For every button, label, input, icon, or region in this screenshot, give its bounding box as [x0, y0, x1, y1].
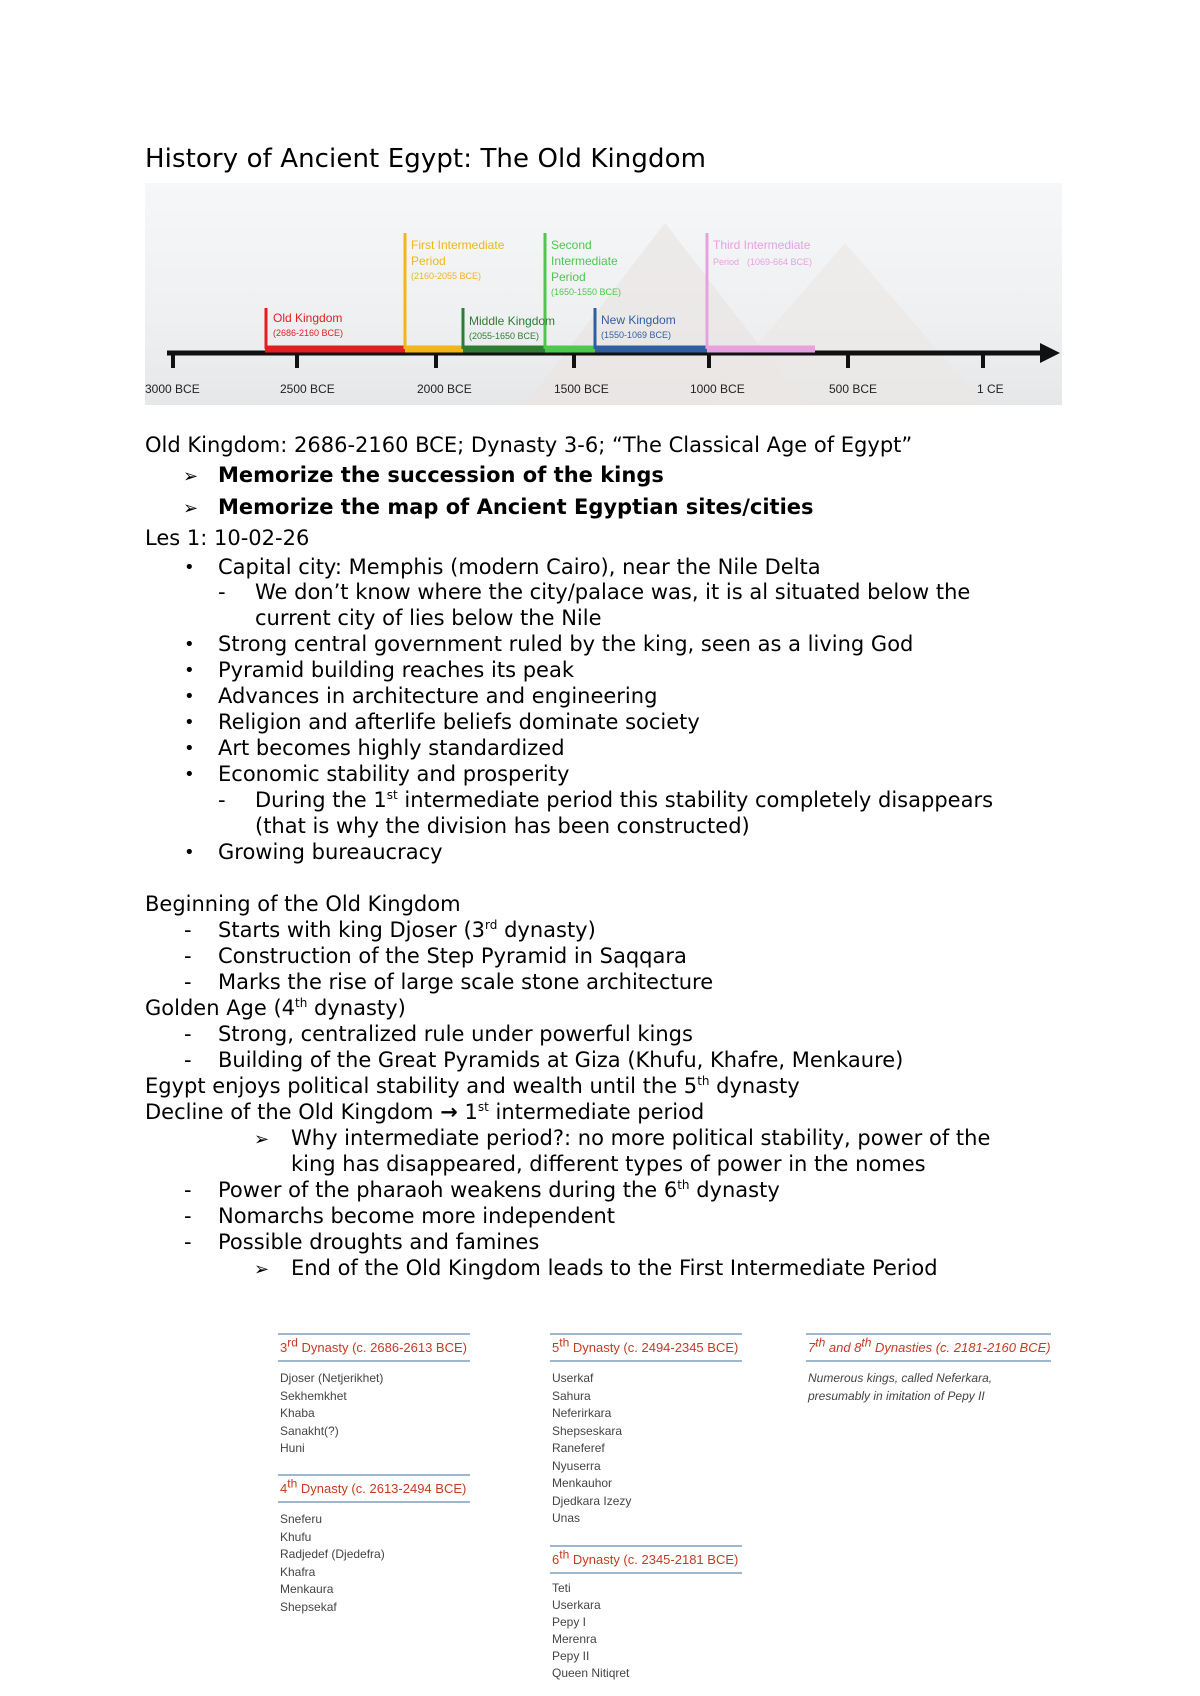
dynasty-5-block: [550, 1333, 742, 1528]
bullet-item: Pyramid building reaches its peak: [218, 658, 574, 682]
king-name: Khafra: [280, 1564, 316, 1579]
bullet-icon: •: [184, 660, 195, 681]
dynasty-heading: 4th Dynasty (c. 2613-2494 BCE): [278, 1474, 470, 1503]
period-label: Second: [551, 238, 592, 252]
bullet-item: Art becomes highly standardized: [218, 736, 565, 760]
king-name: Shepsekaf: [280, 1599, 337, 1614]
dash-icon: -: [184, 944, 192, 968]
pyramid-silhouette-2: [705, 243, 985, 405]
king-name: Teti: [552, 1581, 571, 1595]
right-arrow-icon: →: [440, 1100, 458, 1124]
section-item: Why intermediate period?: no more political stability, power of the: [291, 1126, 991, 1150]
bullet-item: Economic stability and prosperity: [218, 762, 570, 786]
section-item: Marks the rise of large scale stone architecture: [218, 970, 714, 994]
period-label: Period: [551, 270, 586, 284]
tick-label: 1500 BCE: [554, 382, 609, 396]
bullet-icon: •: [184, 712, 195, 733]
king-name: Nyuserra: [552, 1458, 601, 1473]
dash-icon: -: [184, 918, 192, 942]
king-name: Sekhemkhet: [280, 1388, 347, 1403]
bullet-icon: •: [184, 686, 195, 707]
note-line: Numerous kings, called Neferkara,: [808, 1371, 993, 1385]
king-name: Radjedef (Djedefra): [280, 1547, 385, 1561]
king-list: [278, 1370, 470, 1458]
section-item: king has disappeared, different types of power in the nomes: [291, 1152, 926, 1176]
dynasty-7-8-block: [806, 1333, 1051, 1405]
king-name: Userkara: [552, 1598, 601, 1612]
arrow-bullet-icon: ➢: [254, 1259, 270, 1280]
section-item: Starts with king Djoser (3rd dynasty): [218, 918, 596, 942]
timeline-svg: [145, 183, 1062, 405]
timeline-figure: [145, 183, 1062, 405]
intro-heading: Old Kingdom: 2686-2160 BCE; Dynasty 3-6; “The Classical Age of Egypt”: [145, 433, 913, 457]
section-item: Strong, centralized rule under powerful kings: [218, 1022, 693, 1046]
dynasty-4-block: [278, 1474, 470, 1616]
bullet-item: Strong central government ruled by the king, seen as a living God: [218, 632, 914, 656]
dash-icon: -: [184, 1048, 192, 1072]
period-dates: (1069-664 BCE): [747, 257, 813, 267]
dynasty-heading: 6th Dynasty (c. 2345-2181 BCE): [550, 1545, 742, 1574]
section-item: Construction of the Step Pyramid in Saqqara: [218, 944, 687, 968]
bullet-icon: •: [184, 842, 195, 863]
bullet-icon: •: [184, 557, 195, 578]
period-label: Middle Kingdom: [469, 314, 556, 328]
period-dates: Period: [713, 257, 740, 267]
king-name: Djedkara Izezy: [552, 1493, 632, 1508]
period-dates: (2055-1650 BCE): [469, 331, 540, 341]
king-list: [550, 1580, 742, 1682]
tick-label: 500 BCE: [829, 382, 878, 396]
dash-icon: -: [184, 1178, 192, 1202]
period-label: Intermediate: [551, 254, 618, 268]
lesson-date: Les 1: 10-02-26: [145, 526, 310, 550]
period-label: First Intermediate: [411, 238, 505, 252]
task-item: Memorize the succession of the kings: [218, 463, 664, 487]
section-item: Building of the Great Pyramids at Giza (Khufu, Khafre, Menkaure): [218, 1048, 904, 1072]
period-dates: (2686-2160 BCE): [273, 328, 344, 338]
sub-item: (that is why the division has been constructed): [255, 814, 750, 838]
bullet-item: Religion and afterlife beliefs dominate society: [218, 710, 700, 734]
king-name: Shepseskara: [552, 1423, 623, 1438]
arrow-bullet-icon: ➢: [183, 498, 199, 519]
king-name: Menkauhor: [552, 1476, 613, 1490]
arrow-bullet-icon: ➢: [183, 466, 199, 487]
king-list: [278, 1511, 470, 1616]
period-dates: (1550-1069 BCE): [601, 330, 672, 340]
king-name: Huni: [280, 1441, 305, 1455]
sub-item: During the 1st intermediate period this stability completely disappears: [255, 788, 994, 812]
king-name: Userkaf: [552, 1371, 594, 1385]
king-name: Unas: [552, 1511, 581, 1525]
period-label: Old Kingdom: [273, 311, 343, 325]
task-item: Memorize the map of Ancient Egyptian sites/cities: [218, 495, 814, 519]
king-name: Sneferu: [280, 1512, 323, 1526]
dash-icon: -: [184, 1204, 192, 1228]
timeline-arrowhead: [1040, 343, 1060, 363]
dynasty-heading: 7th and 8th Dynasties (c. 2181-2160 BCE): [806, 1333, 1051, 1362]
page-title: History of Ancient Egypt: The Old Kingdom: [145, 144, 707, 174]
king-name: Djoser (Netjerikhet): [280, 1371, 384, 1385]
dash-icon: -: [184, 1230, 192, 1254]
king-name: Merenra: [552, 1632, 597, 1646]
section-heading: Beginning of the Old Kingdom: [145, 892, 461, 916]
period-dates: (2160-2055 BCE): [411, 271, 482, 281]
period-label: Third Intermediate: [713, 238, 811, 252]
dash-icon: -: [184, 1022, 192, 1046]
dash-icon: -: [218, 788, 226, 812]
section-heading: Golden Age (4th dynasty): [145, 996, 406, 1020]
tick-label: 2500 BCE: [280, 382, 335, 396]
dynasty-heading: 3rd Dynasty (c. 2686-2613 BCE): [278, 1333, 470, 1362]
tick-label: 2000 BCE: [417, 382, 472, 396]
dynasty-6-block: [550, 1545, 742, 1682]
arrow-bullet-icon: ➢: [254, 1129, 270, 1150]
dynasty-note: [806, 1370, 1051, 1405]
section-item: Possible droughts and famines: [218, 1230, 540, 1254]
section-item: Nomarchs become more independent: [218, 1204, 616, 1228]
king-name: Menkaura: [280, 1582, 334, 1596]
bullet-item: Advances in architecture and engineering: [218, 684, 658, 708]
dash-icon: -: [218, 580, 226, 604]
dynasty-3-block: [278, 1333, 470, 1458]
king-name: Raneferef: [552, 1441, 605, 1455]
bullet-item: Growing bureaucracy: [218, 840, 443, 864]
dynasty-heading: 5th Dynasty (c. 2494-2345 BCE): [550, 1333, 742, 1362]
king-list: [550, 1370, 742, 1528]
period-dates: (1650-1550 BCE): [551, 287, 622, 297]
section-heading: Egypt enjoys political stability and wealth until the 5th dynasty: [145, 1074, 800, 1098]
period-label: Period: [411, 254, 446, 268]
king-name: Neferirkara: [552, 1406, 612, 1420]
tick-label: 3000 BCE: [145, 382, 200, 396]
sub-item: current city of lies below the Nile: [255, 606, 602, 630]
king-name: Sanakht(?): [280, 1423, 339, 1438]
tick-label: 1000 BCE: [690, 382, 745, 396]
king-name: Sahura: [552, 1388, 591, 1403]
note-line: presumably in imitation of Pepy II: [808, 1388, 985, 1403]
bullet-icon: •: [184, 738, 195, 759]
section-item: End of the Old Kingdom leads to the First Intermediate Period: [291, 1256, 938, 1280]
bullet-item: Capital city: Memphis (modern Cairo), near the Nile Delta: [218, 555, 821, 579]
king-name: Pepy I: [552, 1615, 587, 1629]
sub-item: We don’t know where the city/palace was, it is al situated below the: [255, 580, 971, 604]
king-name: Khufu: [280, 1529, 312, 1544]
dash-icon: -: [184, 970, 192, 994]
bullet-icon: •: [184, 634, 195, 655]
period-label: New Kingdom: [601, 313, 676, 327]
king-name: Pepy II: [552, 1649, 590, 1663]
bullet-icon: •: [184, 764, 195, 785]
section-heading: Decline of the Old Kingdom → 1st intermediate period: [145, 1100, 705, 1124]
section-item: Power of the pharaoh weakens during the 6th dynasty: [218, 1178, 780, 1202]
king-name: Khaba: [280, 1406, 315, 1420]
king-name: Queen Nitiqret: [552, 1666, 630, 1680]
tick-label: 1 CE: [977, 382, 1004, 396]
